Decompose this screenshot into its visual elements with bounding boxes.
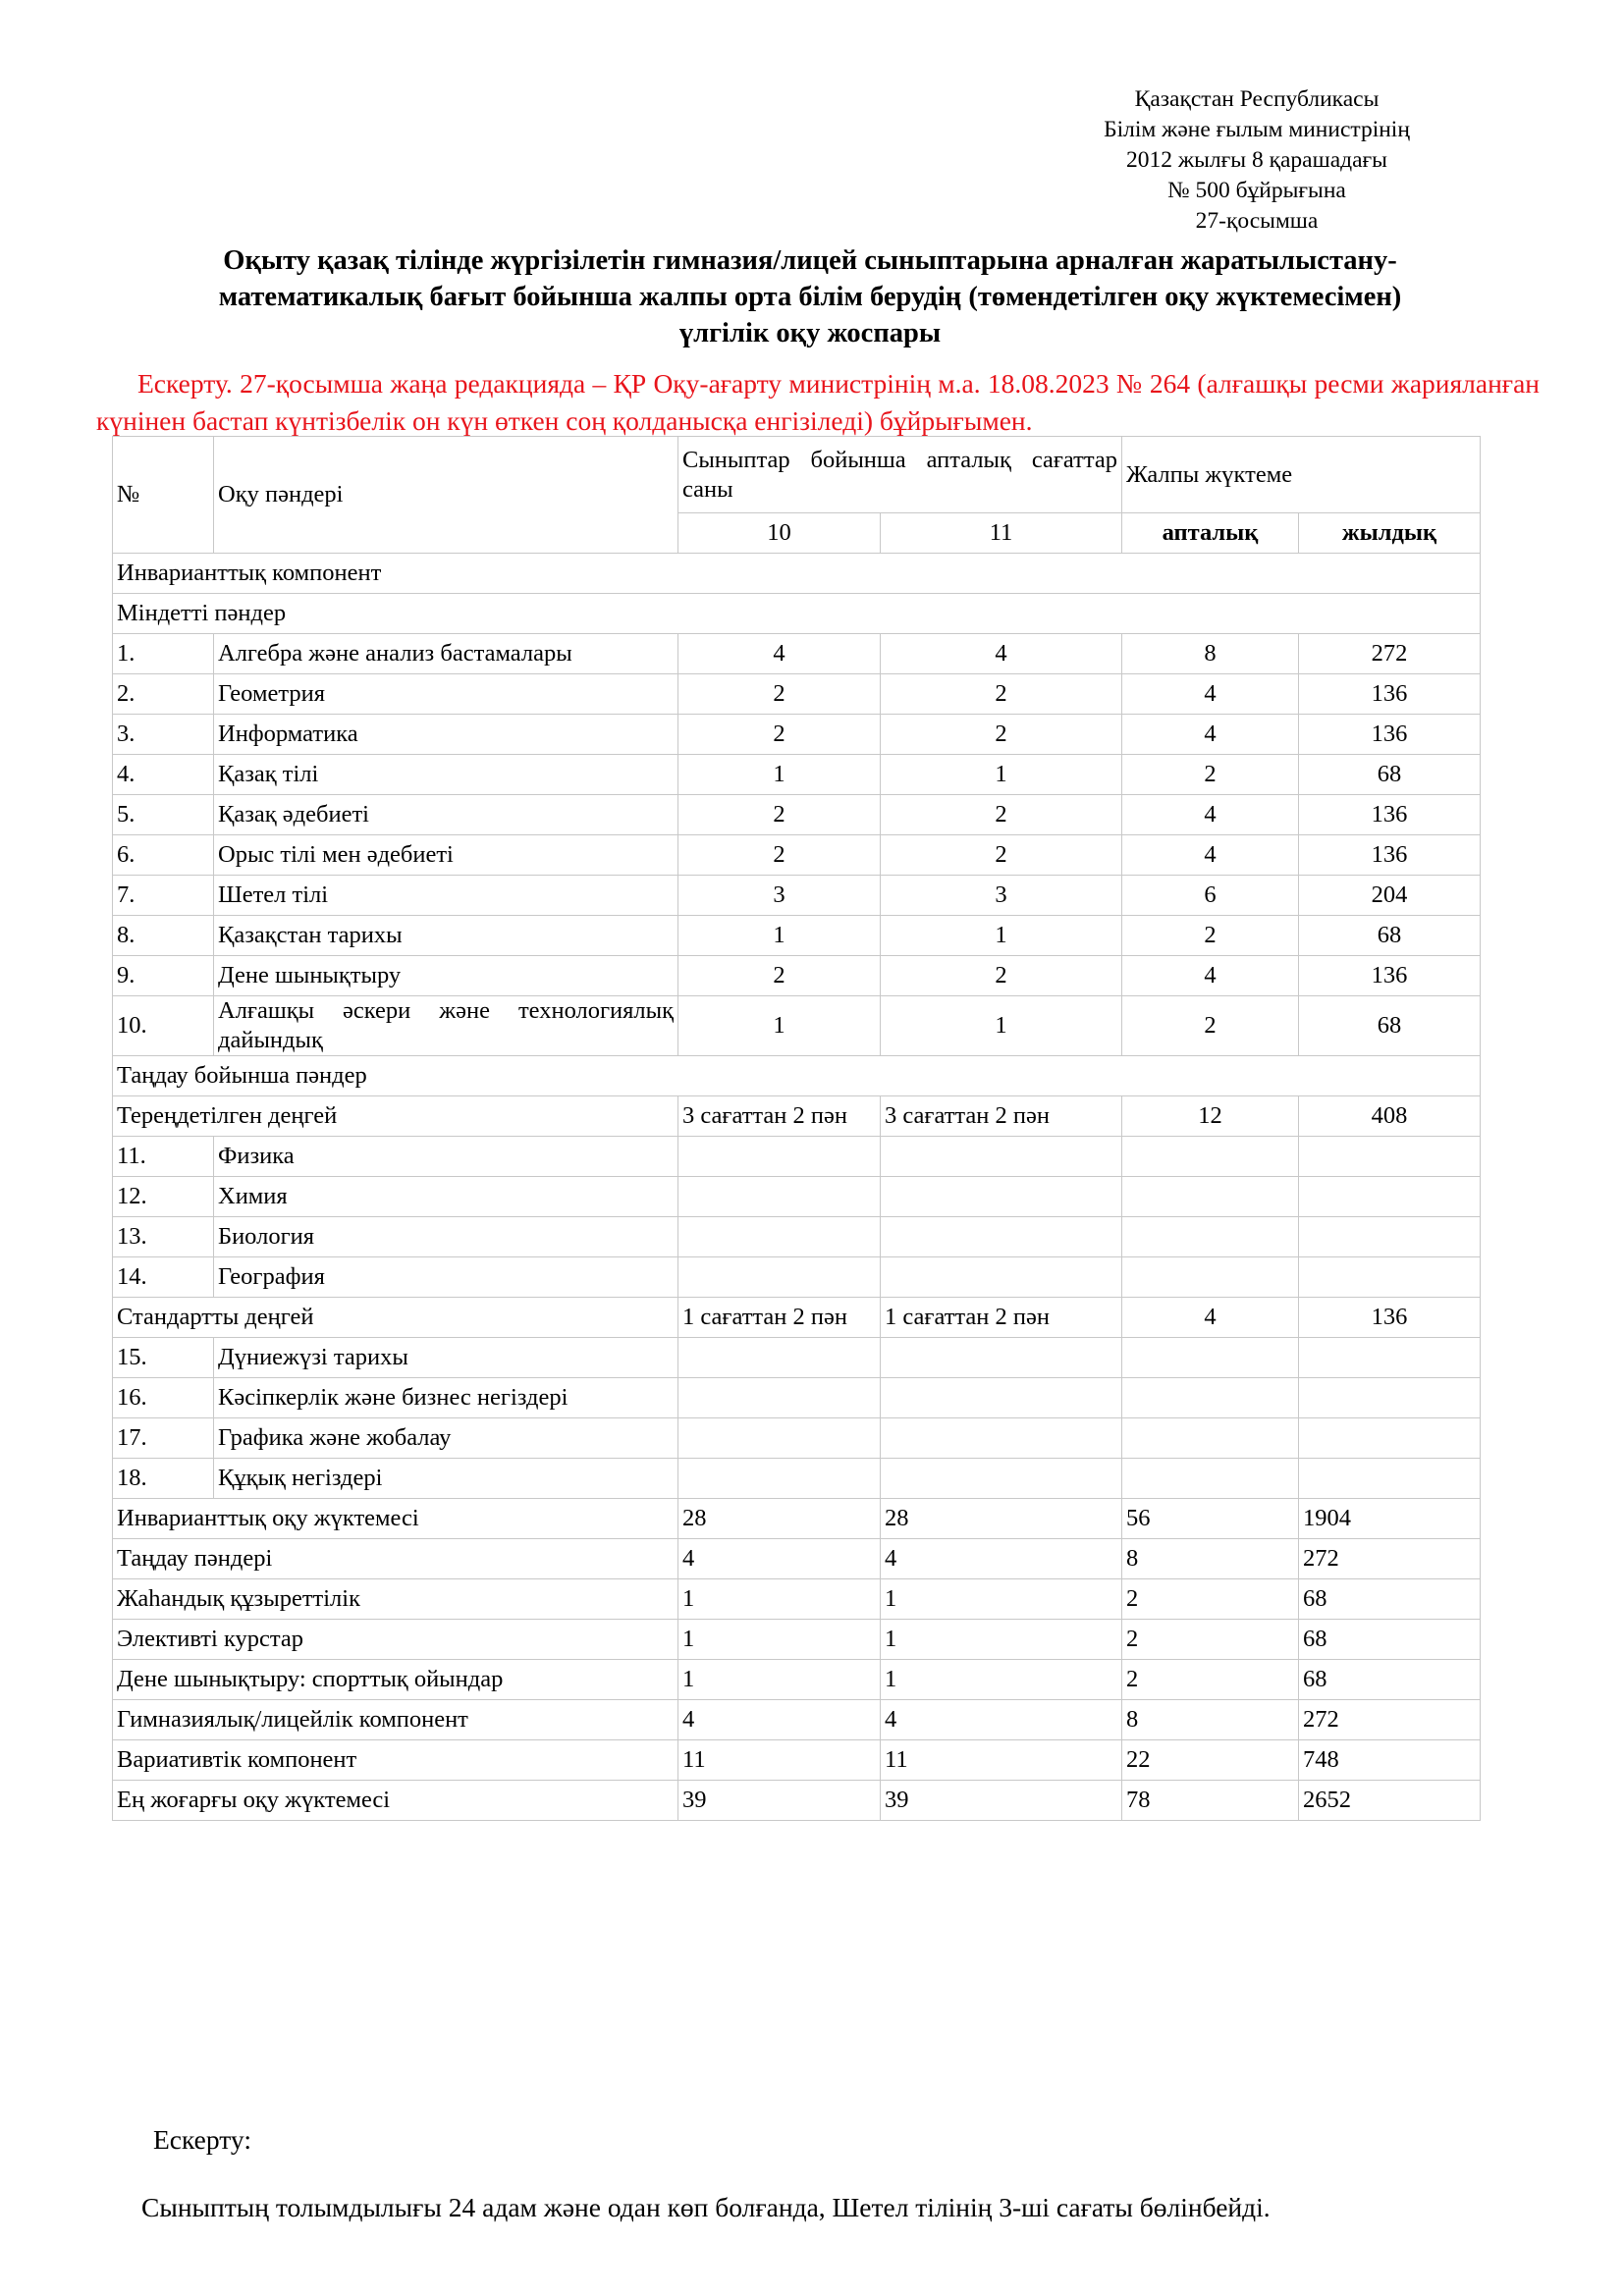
subject-number: 2. — [113, 674, 214, 715]
hours-class-11: 1 — [881, 1660, 1122, 1700]
yearly-total: 136 — [1299, 956, 1481, 996]
hours-class-11: 2 — [881, 835, 1122, 876]
header-yearly: жылдық — [1299, 513, 1481, 554]
subject-number: 17. — [113, 1418, 214, 1459]
level-label: Стандартты деңгей — [113, 1298, 678, 1338]
hours-class-11: 3 — [881, 876, 1122, 916]
empty-cell — [881, 1418, 1122, 1459]
empty-cell — [881, 1217, 1122, 1257]
empty-cell — [1122, 1137, 1299, 1177]
hours-class-10: 2 — [678, 956, 881, 996]
yearly-total: 136 — [1299, 674, 1481, 715]
hours-class-11: 28 — [881, 1499, 1122, 1539]
subject-row — [113, 956, 1481, 996]
elective-subject-row — [113, 1338, 1481, 1378]
hours-class-11: 4 — [881, 1700, 1122, 1740]
subject-number: 15. — [113, 1338, 214, 1378]
hours-class-11: 1 — [881, 1620, 1122, 1660]
weekly-total: 2 — [1122, 1579, 1299, 1620]
subject-name: Дене шынықтыру — [214, 956, 678, 996]
section-label: Инварианттық компонент — [113, 554, 1481, 594]
yearly-total: 136 — [1299, 715, 1481, 755]
total-row — [113, 1781, 1481, 1821]
hours-class-11: 4 — [881, 634, 1122, 674]
hours-class-10: 2 — [678, 674, 881, 715]
yearly-total: 68 — [1299, 1620, 1481, 1660]
subject-name: Геометрия — [214, 674, 678, 715]
amendment-note: Ескерту. 27-қосымша жаңа редакцияда – ҚР Оқу-ағарту министрінің м.а. 18.08.2023 № 264 (алғашқы ресми жарияланған күнінен бастап күнтізбелік он күн өткен соң қолданысқа енгізіледі) бұйрығымен. — [96, 368, 1540, 436]
hours-class-10: 3 сағаттан 2 пән — [678, 1096, 881, 1137]
hours-class-10: 1 сағаттан 2 пән — [678, 1298, 881, 1338]
weekly-total: 4 — [1122, 956, 1299, 996]
subject-number: 9. — [113, 956, 214, 996]
empty-cell — [881, 1378, 1122, 1418]
empty-cell — [1299, 1217, 1481, 1257]
weekly-total: 2 — [1122, 755, 1299, 795]
subject-number: 16. — [113, 1378, 214, 1418]
total-label: Инварианттық оқу жүктемесі — [113, 1499, 678, 1539]
subject-number: 18. — [113, 1459, 214, 1499]
subject-name: Алғашқы әскери және технологиялық дайындық — [214, 996, 678, 1056]
empty-cell — [678, 1459, 881, 1499]
total-row — [113, 1660, 1481, 1700]
subject-name: Дүниежүзі тарихы — [214, 1338, 678, 1378]
weekly-total: 2 — [1122, 916, 1299, 956]
subject-name: Орыс тілі мен әдебиеті — [214, 835, 678, 876]
yearly-total: 68 — [1299, 755, 1481, 795]
empty-cell — [678, 1418, 881, 1459]
weekly-total: 8 — [1122, 1539, 1299, 1579]
elective-subject-row — [113, 1257, 1481, 1298]
header-weekly: апталық — [1122, 513, 1299, 554]
hours-class-10: 1 — [678, 755, 881, 795]
hours-class-10: 4 — [678, 1700, 881, 1740]
hours-class-11: 1 — [881, 996, 1122, 1056]
subject-number: 3. — [113, 715, 214, 755]
hours-class-10: 11 — [678, 1740, 881, 1781]
header-total-load: Жалпы жүктеме — [1122, 437, 1481, 513]
subject-number: 4. — [113, 755, 214, 795]
subject-row — [113, 795, 1481, 835]
subject-row — [113, 674, 1481, 715]
subject-name: Шетел тілі — [214, 876, 678, 916]
empty-cell — [1299, 1459, 1481, 1499]
subject-name: География — [214, 1257, 678, 1298]
empty-cell — [881, 1177, 1122, 1217]
hours-class-11: 2 — [881, 715, 1122, 755]
hours-class-10: 1 — [678, 1660, 881, 1700]
subject-name: Қазақ әдебиеті — [214, 795, 678, 835]
subject-number: 11. — [113, 1137, 214, 1177]
hours-class-10: 1 — [678, 1620, 881, 1660]
subject-name: Биология — [214, 1217, 678, 1257]
total-label: Жаһандық құзыреттілік — [113, 1579, 678, 1620]
weekly-total: 56 — [1122, 1499, 1299, 1539]
hours-class-10: 1 — [678, 1579, 881, 1620]
hours-class-10: 2 — [678, 715, 881, 755]
subject-number: 13. — [113, 1217, 214, 1257]
empty-cell — [678, 1378, 881, 1418]
header-class-11: 11 — [881, 513, 1122, 554]
header-line: 27-қосымша — [1195, 208, 1319, 234]
empty-cell — [1299, 1137, 1481, 1177]
empty-cell — [1122, 1257, 1299, 1298]
subject-number: 10. — [113, 996, 214, 1056]
empty-cell — [678, 1217, 881, 1257]
document-title — [98, 242, 1522, 351]
yearly-total: 2652 — [1299, 1781, 1481, 1821]
subject-row — [113, 715, 1481, 755]
subject-number: 7. — [113, 876, 214, 916]
subject-name: Құқық негіздері — [214, 1459, 678, 1499]
subject-row — [113, 634, 1481, 674]
hours-class-10: 4 — [678, 1539, 881, 1579]
weekly-total: 6 — [1122, 876, 1299, 916]
yearly-total: 136 — [1299, 835, 1481, 876]
hours-class-11: 11 — [881, 1740, 1122, 1781]
weekly-total: 2 — [1122, 1620, 1299, 1660]
total-label: Ең жоғарғы оқу жүктемесі — [113, 1781, 678, 1821]
hours-class-11: 1 — [881, 916, 1122, 956]
total-row — [113, 1740, 1481, 1781]
weekly-total: 2 — [1122, 996, 1299, 1056]
header-line: № 500 бұйрығына — [1167, 178, 1346, 203]
empty-cell — [678, 1338, 881, 1378]
hours-class-11: 39 — [881, 1781, 1122, 1821]
hours-class-10: 39 — [678, 1781, 881, 1821]
hours-class-11: 2 — [881, 674, 1122, 715]
weekly-total: 4 — [1122, 715, 1299, 755]
subject-row — [113, 996, 1481, 1056]
total-label: Элективті курстар — [113, 1620, 678, 1660]
subject-row — [113, 755, 1481, 795]
header-line: 2012 жылғы 8 қарашадағы — [1126, 147, 1387, 173]
elective-subject-row — [113, 1459, 1481, 1499]
total-row — [113, 1539, 1481, 1579]
title-line: математикалық бағыт бойынша жалпы орта білім берудің (төмендетілген оқу жүктемесімен) — [218, 282, 1402, 312]
empty-cell — [678, 1177, 881, 1217]
hours-class-10: 3 — [678, 876, 881, 916]
elective-subject-row — [113, 1378, 1481, 1418]
empty-cell — [678, 1257, 881, 1298]
subject-name: Графика және жобалау — [214, 1418, 678, 1459]
title-line: үлгілік оқу жоспары — [678, 318, 942, 348]
header-num: № — [113, 437, 214, 554]
hours-class-10: 2 — [678, 835, 881, 876]
empty-cell — [1122, 1459, 1299, 1499]
empty-cell — [1299, 1177, 1481, 1217]
header-weekly-by-class: Сыныптар бойынша апталық сағаттар саны — [678, 437, 1122, 513]
weekly-total: 4 — [1122, 835, 1299, 876]
weekly-total: 8 — [1122, 634, 1299, 674]
total-row — [113, 1620, 1481, 1660]
section-label: Міндетті пәндер — [113, 594, 1481, 634]
empty-cell — [1299, 1338, 1481, 1378]
total-label: Дене шынықтыру: спорттық ойындар — [113, 1660, 678, 1700]
hours-class-11: 1 — [881, 1579, 1122, 1620]
total-label: Гимназиялық/лицейлік компонент — [113, 1700, 678, 1740]
subject-name: Қазақ тілі — [214, 755, 678, 795]
section-row — [113, 554, 1481, 594]
subject-number: 8. — [113, 916, 214, 956]
header-subject: Оқу пәндері — [214, 437, 678, 554]
yearly-total: 748 — [1299, 1740, 1481, 1781]
subject-number: 1. — [113, 634, 214, 674]
subject-row — [113, 916, 1481, 956]
yearly-total: 68 — [1299, 1579, 1481, 1620]
subject-number: 5. — [113, 795, 214, 835]
subject-name: Химия — [214, 1177, 678, 1217]
hours-class-10: 2 — [678, 795, 881, 835]
subject-row — [113, 835, 1481, 876]
elective-subject-row — [113, 1137, 1481, 1177]
weekly-total: 4 — [1122, 795, 1299, 835]
yearly-total: 1904 — [1299, 1499, 1481, 1539]
yearly-total: 68 — [1299, 996, 1481, 1056]
hours-class-11: 1 сағаттан 2 пән — [881, 1298, 1122, 1338]
empty-cell — [881, 1338, 1122, 1378]
section-row — [113, 1056, 1481, 1096]
hours-class-11: 4 — [881, 1539, 1122, 1579]
weekly-total: 4 — [1122, 674, 1299, 715]
hours-class-10: 1 — [678, 996, 881, 1056]
yearly-total: 68 — [1299, 916, 1481, 956]
level-label: Тереңдетілген деңгей — [113, 1096, 678, 1137]
yearly-total: 272 — [1299, 1700, 1481, 1740]
header-line: Қазақстан Республикасы — [1134, 86, 1380, 112]
approval-header — [1001, 84, 1512, 237]
hours-class-10: 1 — [678, 916, 881, 956]
empty-cell — [1122, 1338, 1299, 1378]
section-label: Таңдау бойынша пәндер — [113, 1056, 1481, 1096]
empty-cell — [881, 1137, 1122, 1177]
subject-row — [113, 876, 1481, 916]
subject-name: Қазақстан тарихы — [214, 916, 678, 956]
yearly-total: 136 — [1299, 795, 1481, 835]
weekly-total: 22 — [1122, 1740, 1299, 1781]
total-label: Таңдау пәндері — [113, 1539, 678, 1579]
level-row — [113, 1096, 1481, 1137]
header-row — [113, 437, 1481, 513]
empty-cell — [1122, 1177, 1299, 1217]
weekly-total: 2 — [1122, 1660, 1299, 1700]
subject-name: Информатика — [214, 715, 678, 755]
level-row — [113, 1298, 1481, 1338]
title-line: Оқыту қазақ тілінде жүргізілетін гимназия/лицей сыныптарына арналған жаратылыстану- — [223, 245, 1397, 276]
yearly-total: 272 — [1299, 634, 1481, 674]
hours-class-10: 28 — [678, 1499, 881, 1539]
subject-number: 14. — [113, 1257, 214, 1298]
hours-class-11: 2 — [881, 795, 1122, 835]
yearly-total: 408 — [1299, 1096, 1481, 1137]
elective-subject-row — [113, 1177, 1481, 1217]
empty-cell — [1299, 1378, 1481, 1418]
total-label: Вариативтік компонент — [113, 1740, 678, 1781]
subject-number: 6. — [113, 835, 214, 876]
empty-cell — [1299, 1418, 1481, 1459]
header-class-10: 10 — [678, 513, 881, 554]
empty-cell — [1122, 1418, 1299, 1459]
hours-class-11: 1 — [881, 755, 1122, 795]
study-plan-table — [112, 436, 1481, 1821]
empty-cell — [1299, 1257, 1481, 1298]
total-row — [113, 1700, 1481, 1740]
footer-text: Сыныптың толымдылығы 24 адам және одан көп болғанда, Шетел тілінің 3-ші сағаты бөлінбейді. — [141, 2192, 1271, 2222]
empty-cell — [1122, 1378, 1299, 1418]
weekly-total: 8 — [1122, 1700, 1299, 1740]
elective-subject-row — [113, 1418, 1481, 1459]
empty-cell — [1122, 1217, 1299, 1257]
subject-name: Алгебра және анализ бастамалары — [214, 634, 678, 674]
yearly-total: 136 — [1299, 1298, 1481, 1338]
weekly-total: 78 — [1122, 1781, 1299, 1821]
empty-cell — [881, 1257, 1122, 1298]
empty-cell — [881, 1459, 1122, 1499]
section-row — [113, 594, 1481, 634]
elective-subject-row — [113, 1217, 1481, 1257]
subject-name: Физика — [214, 1137, 678, 1177]
hours-class-10: 4 — [678, 634, 881, 674]
subject-name: Кәсіпкерлік және бизнес негіздері — [214, 1378, 678, 1418]
empty-cell — [678, 1137, 881, 1177]
yearly-total: 204 — [1299, 876, 1481, 916]
weekly-total: 4 — [1122, 1298, 1299, 1338]
footer-label: Ескерту: — [153, 2124, 251, 2155]
yearly-total: 68 — [1299, 1660, 1481, 1700]
hours-class-11: 2 — [881, 956, 1122, 996]
yearly-total: 272 — [1299, 1539, 1481, 1579]
header-line: Білім және ғылым министрінің — [1104, 117, 1410, 142]
subject-number: 12. — [113, 1177, 214, 1217]
total-row — [113, 1579, 1481, 1620]
weekly-total: 12 — [1122, 1096, 1299, 1137]
total-row — [113, 1499, 1481, 1539]
hours-class-11: 3 сағаттан 2 пән — [881, 1096, 1122, 1137]
